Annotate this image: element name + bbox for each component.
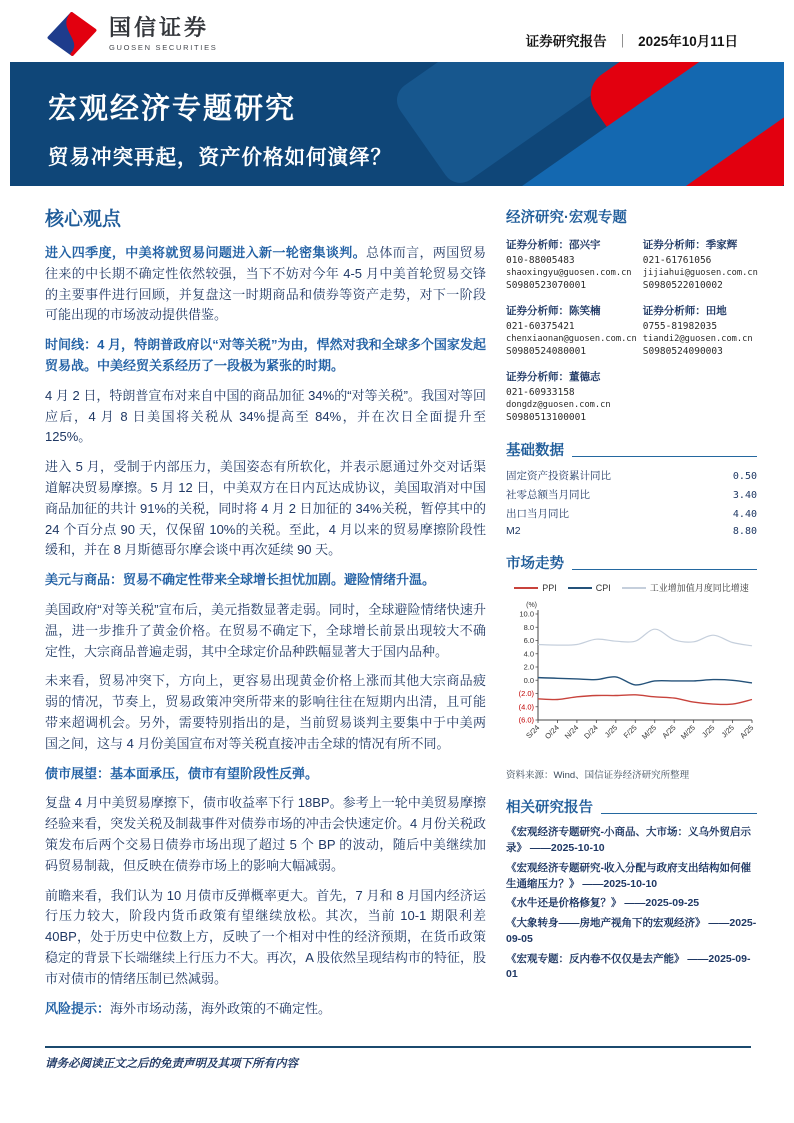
paragraph-lead: 进入四季度，中美将就贸易问题进入新一轮密集谈判。 bbox=[45, 245, 366, 260]
market-chart bbox=[506, 596, 757, 765]
market-trend-heading bbox=[506, 552, 757, 573]
analyst-name: 证券分析师：邵兴宇 bbox=[506, 239, 601, 251]
analyst-name: 证券分析师：董德志 bbox=[506, 370, 601, 383]
svg-text:F/25: F/25 bbox=[621, 723, 639, 741]
legend-label: PPI bbox=[542, 582, 557, 593]
core-view-heading: 核心观点 bbox=[45, 209, 122, 230]
svg-text:(6.0): (6.0) bbox=[518, 715, 534, 725]
basic-data-table bbox=[506, 468, 757, 537]
analyst-grid bbox=[506, 237, 757, 424]
basic-data-row bbox=[506, 487, 757, 502]
analyst-phone: 021-60933158 bbox=[506, 386, 575, 398]
core-paragraph: 未来看，贸易冲突下，方向上，更容易出现黄金价格上涨而其他大宗商品疲弱的情况，节奏上，贸易政策冲突所带来的影响往往在短期内出清，且可能带来超调机会。另外，需要特别指出的是，当前贸易谈判主要集中于中美两国之间，这与 4 月份美国宣布对等关税直接冲击全球的情况有所不同。 bbox=[45, 673, 486, 751]
analyst-license: S0980522010002 bbox=[642, 280, 723, 292]
analyst-phone: 0755-81982035 bbox=[642, 320, 718, 332]
basic-data-row bbox=[506, 506, 757, 521]
analyst-license: S0980524080001 bbox=[506, 346, 587, 358]
legend-label: CPI bbox=[595, 582, 611, 593]
analyst-email: shaoxingyu@guosen.com.cn bbox=[506, 268, 632, 279]
core-paragraph bbox=[45, 764, 486, 785]
analyst-card bbox=[643, 237, 758, 293]
svg-text:6.0: 6.0 bbox=[523, 636, 534, 646]
main-content bbox=[45, 204, 757, 1028]
core-paragraph bbox=[45, 570, 486, 591]
related-report-item: 《大象转身——房地产视角下的宏观经济》 ——2025-09-05 bbox=[506, 917, 757, 945]
analyst-name: 证券分析师：田地 bbox=[642, 304, 727, 317]
legend-label: 工业增加值月度同比增速 bbox=[649, 583, 749, 594]
paragraph-lead: 风险提示： bbox=[45, 1000, 111, 1016]
legend-item bbox=[568, 583, 611, 593]
analyst-email: tiandi2@guosen.com.cn bbox=[642, 334, 753, 345]
related-report-item: 《宏观经济专题研究-小商品、大市场：义乌外贸启示录》 ——2025-10-10 bbox=[506, 826, 751, 855]
legend-line-swatch bbox=[622, 587, 646, 589]
chart-source-note: 资料来源：Wind、国信证券经济研究所整理 bbox=[506, 770, 690, 782]
page-header bbox=[0, 0, 794, 62]
footer-disclaimer: 请务必阅读正文之后的免责声明及其项下所有内容 bbox=[45, 1058, 298, 1070]
analyst-card bbox=[643, 303, 758, 359]
basic-data-value: 3.40 bbox=[732, 490, 757, 502]
svg-text:J/25: J/25 bbox=[602, 723, 620, 740]
svg-text:10.0: 10.0 bbox=[519, 609, 534, 619]
banner-text bbox=[48, 86, 392, 170]
page-footer bbox=[45, 1046, 751, 1072]
analyst-phone: 021-61761056 bbox=[642, 255, 712, 266]
related-report-item: 《宏观专题：反内卷不仅仅是去产能》 ——2025-09-01 bbox=[506, 952, 751, 981]
basic-data-label: 固定资产投资累计同比 bbox=[506, 470, 611, 483]
analyst-card bbox=[506, 303, 637, 359]
core-paragraph: 前瞻来看，我们认为 10 月债市反弹概率更大。首先，7 月和 8 月国内经济运行压力较大，阶段内货币政策有望继续放松。其次，当前 10-1 期限利差 40BP，处于历史中位数上方，反映了一个相对中性的经济预期，在货币政策稳定的背景下长端继续上行压力不大。再次，A 股依然呈现结构市的特征，股市对债市的情绪压制已然减弱。 bbox=[45, 887, 486, 986]
legend-line-swatch bbox=[568, 587, 592, 589]
basic-data-label: 社零总额当月同比 bbox=[506, 489, 590, 502]
analyst-phone: 010-88005483 bbox=[506, 255, 575, 266]
analyst-card bbox=[506, 237, 637, 293]
svg-text:A/25: A/25 bbox=[738, 723, 756, 741]
heading-rule bbox=[601, 813, 757, 814]
basic-data-value: 4.40 bbox=[732, 509, 757, 521]
analyst-license: S0980523070001 bbox=[506, 280, 587, 292]
analyst-name: 证券分析师：季家辉 bbox=[642, 239, 738, 251]
core-paragraph: 4 月 2 日，特朗普宣布对来自中国的商品加征 34%的“对等关税”。我国对等回应后，4 月 8 日美国将关税从 34%提高至 84%，并在次日全面提升至 125%。 bbox=[45, 387, 486, 445]
basic-data-value: 0.50 bbox=[732, 471, 757, 483]
legend-item bbox=[514, 583, 557, 593]
basic-data-label: 出口当月同比 bbox=[506, 508, 569, 521]
header-divider: ｜ bbox=[615, 34, 630, 49]
guosen-logo-icon bbox=[45, 11, 99, 57]
analyst-email: jijiahui@guosen.com.cn bbox=[642, 268, 758, 279]
related-reports-heading bbox=[506, 796, 757, 817]
svg-text:O/24: O/24 bbox=[543, 723, 561, 742]
logo-text bbox=[109, 16, 218, 51]
analyst-email: chenxiaonan@guosen.com.cn bbox=[506, 334, 637, 345]
legend-line-swatch bbox=[514, 587, 538, 589]
svg-text:D/24: D/24 bbox=[582, 723, 600, 741]
report-type-label: 证券研究报告 bbox=[525, 34, 607, 49]
logo-name-en: GUOSEN SECURITIES bbox=[109, 42, 218, 52]
title-banner bbox=[10, 62, 784, 186]
core-paragraph: 进入 5 月，受制于内部压力，美国姿态有所软化，并表示愿通过外交对话渠道解决贸易摩擦。5 月 12 日，中美双方在日内瓦达成协议，美国取消对中国商品加征的共计 91%的关税，同时将 4 月 2 日加征的 34%关税，暂停其中的 24 个百分点 90 天，仅保留 10%的关税。至此，4 月以来的贸易摩擦阶段性缓和，并在 8 月斯德哥尔摩会谈中再次延续 90 天。 bbox=[45, 459, 486, 558]
market-trend-heading-label: 市场走势 bbox=[506, 556, 564, 573]
basic-data-row bbox=[506, 468, 757, 483]
basic-data-heading-label: 基础数据 bbox=[506, 443, 564, 460]
core-paragraph: 美国政府“对等关税”宣布后，美元指数显著走弱。同时，全球避险情绪快速升温，进一步推升了黄金价格。在贸易不确定下，全球增长前景出现较大不确定性，大宗商品普遍走弱，其中全球定价品种跌幅显著大于国内品种。 bbox=[45, 601, 486, 659]
logo-name-cn: 国信证券 bbox=[109, 15, 210, 41]
core-view-column bbox=[45, 204, 486, 1028]
core-paragraph: 风险提示：海外市场动荡，海外政策的不确定性。 bbox=[45, 1000, 332, 1016]
svg-text:A/25: A/25 bbox=[660, 723, 678, 741]
guosen-logo bbox=[45, 11, 218, 57]
core-paragraph: 复盘 4 月中美贸易摩擦下，债市收益率下行 18BP。参考上一轮中美贸易摩擦经验来看，突发关税及制裁事件对债券市场的冲击会快速定价。4 月份关税政策发布后两个交易日债券市场出现了超过 5 个 BP 的波动，随后中美继续加码贸易制裁，但反映在债券市场上的影响大幅减弱。 bbox=[45, 795, 486, 873]
analyst-license: S0980513100001 bbox=[506, 412, 587, 423]
svg-text:8.0: 8.0 bbox=[523, 623, 534, 633]
related-report-item: 《水牛还是价格修复？》 ——2025-09-25 bbox=[506, 897, 700, 910]
svg-text:J/25: J/25 bbox=[700, 723, 717, 740]
paragraph-lead: 美元与商品：贸易不确定性带来全球增长担忧加剧。避险情绪升温。 bbox=[45, 572, 436, 588]
svg-text:M/25: M/25 bbox=[678, 723, 698, 742]
svg-text:(2.0): (2.0) bbox=[518, 689, 534, 699]
svg-text:2.0: 2.0 bbox=[523, 662, 534, 672]
legend-item bbox=[622, 581, 749, 594]
core-paragraph: 进入四季度，中美将就贸易问题进入新一轮密集谈判。总体而言，两国贸易往来的中长期不确定性依然较强，当下不妨对今年 4-5 月中美首轮贸易交锋的主要事件进行回顾，并复盘这一时期商品和债券等资产走势，对下一阶段可能出现的市场波动提供借鉴。 bbox=[45, 245, 486, 323]
sidebar-column bbox=[506, 204, 757, 1028]
basic-data-row bbox=[506, 525, 757, 537]
basic-data-label: M2 bbox=[506, 525, 521, 538]
related-report-item: 《宏观经济专题研究-收入分配与政府支出结构如何催生通缩压力？》 ——2025-10-10 bbox=[506, 861, 751, 890]
svg-text:J/25: J/25 bbox=[719, 723, 736, 740]
svg-text:S/24: S/24 bbox=[524, 723, 542, 741]
chart-legend bbox=[506, 581, 757, 594]
line-chart-svg bbox=[506, 596, 758, 760]
sidebar-section-title: 经济研究·宏观专题 bbox=[506, 210, 627, 226]
header-meta bbox=[526, 30, 738, 50]
analyst-phone: 021-60375421 bbox=[506, 320, 575, 332]
svg-text:(4.0): (4.0) bbox=[518, 702, 534, 712]
core-paragraph bbox=[45, 335, 486, 377]
analyst-email: dongdz@guosen.com.cn bbox=[506, 399, 611, 410]
core-paragraphs bbox=[45, 243, 486, 1019]
analyst-name: 证券分析师：陈笑楠 bbox=[506, 304, 601, 317]
report-date: 2025年10月11日 bbox=[638, 34, 738, 49]
basic-data-value: 8.80 bbox=[732, 526, 757, 538]
related-reports-list bbox=[506, 825, 757, 983]
heading-rule bbox=[572, 456, 757, 457]
svg-text:M/25: M/25 bbox=[639, 723, 659, 742]
analyst-license: S0980524090003 bbox=[642, 346, 723, 358]
report-title: 宏观经济专题研究 bbox=[48, 93, 297, 125]
svg-text:(%): (%) bbox=[526, 602, 537, 610]
report-subtitle: 贸易冲突再起，资产价格如何演绎？ bbox=[48, 146, 392, 169]
svg-text:N/24: N/24 bbox=[562, 723, 581, 741]
analyst-card bbox=[506, 369, 637, 425]
paragraph-lead: 债市展望：基本面承压，债市有望阶段性反弹。 bbox=[45, 765, 319, 781]
svg-text:4.0: 4.0 bbox=[523, 649, 534, 659]
heading-rule bbox=[572, 569, 757, 570]
basic-data-heading bbox=[506, 439, 757, 460]
related-reports-heading-label: 相关研究报告 bbox=[506, 800, 593, 817]
svg-text:0.0: 0.0 bbox=[523, 676, 534, 686]
paragraph-lead: 时间线：4 月，特朗普政府以“对等关税”为由，悍然对我和全球多个国家发起贸易战。中美经贸关系经历了一段极为紧张的时期。 bbox=[45, 337, 486, 373]
